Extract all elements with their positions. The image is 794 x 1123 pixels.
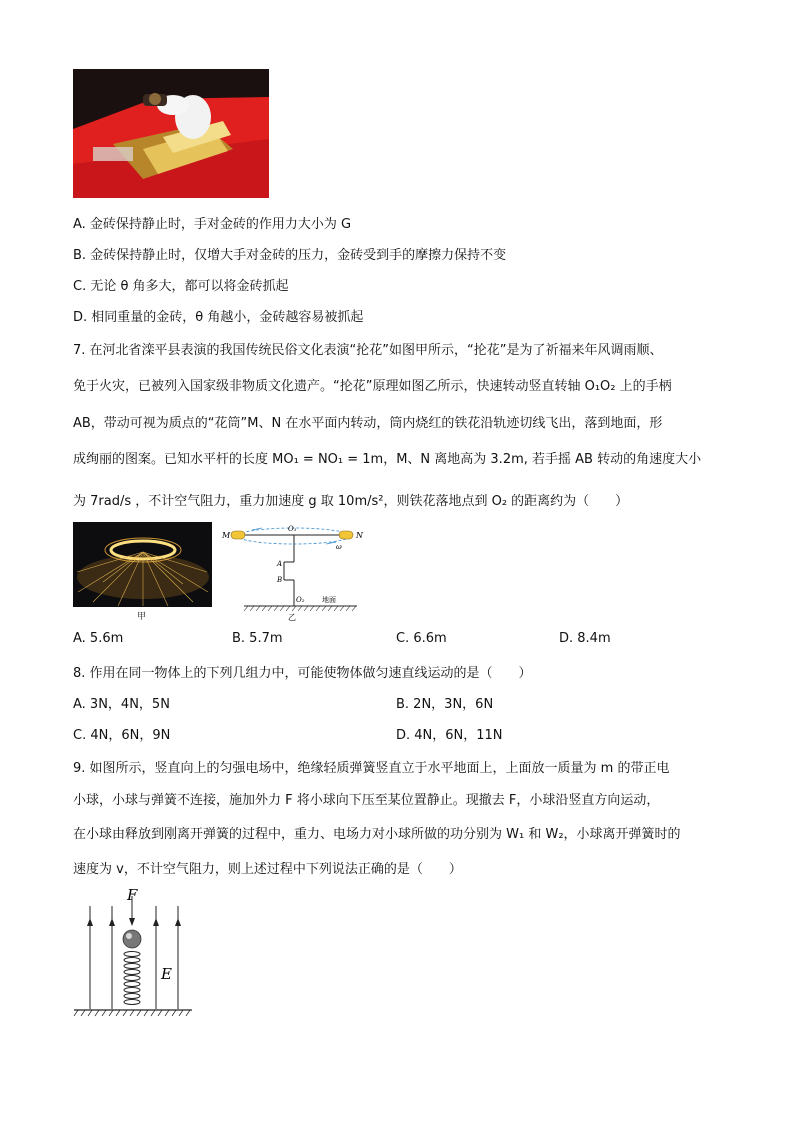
q7-stem-line5: 为 7rad/s ，不计空气阻力，重力加速度 g 取 10m/s²，则铁花落地点到 O₂ 的距离约为（ ） <box>73 494 629 509</box>
label-n: N <box>356 531 363 540</box>
fig-yi-label: 乙 <box>288 613 296 622</box>
q7-option-a: A. 5.6m <box>73 631 124 646</box>
label-ground: 地面 <box>322 596 336 604</box>
lunhua-photo <box>73 522 212 607</box>
q6-option-d: D. 相同重量的金砖，θ 角越小，金砖越容易被抓起 <box>73 310 364 325</box>
label-b: B <box>277 576 283 584</box>
q7-stem-line3: AB，带动可视为质点的“花筒”M、N 在水平面内转动，筒内烧红的铁花沿轨迹切线飞出，落到地面，形 <box>73 416 663 431</box>
q9-stem-line1: 9. 如图所示，竖直向上的匀强电场中，绝缘轻质弹簧竖直立于水平地面上，上面放一质量为 m 的带正电 <box>73 761 670 776</box>
q9-stem-line4: 速度为 v，不计空气阻力，则上述过程中下列说法正确的是（ ） <box>73 862 462 877</box>
q7-stem-line1: 7. 在河北省滦平县表演的我国传统民俗文化表演“抡花”如图甲所示，“抡花”是为了祈福来年风调雨顺、 <box>73 343 663 358</box>
label-m: M <box>222 531 231 540</box>
q7-option-c: C. 6.6m <box>396 631 447 646</box>
q7-stem-line2: 免于火灾，已被列入国家级非物质文化遗产。“抡花”原理如图乙所示，快速转动竖直转轴 O₁O₂ 上的手柄 <box>73 379 672 394</box>
gold-brick-photo <box>73 69 269 198</box>
lunhua-diagram <box>222 522 372 622</box>
spring-field-diagram <box>72 884 194 1020</box>
q7-option-b: B. 5.7m <box>232 631 283 646</box>
q8-option-c: C. 4N，6N，9N <box>73 728 171 743</box>
q6-option-a: A. 金砖保持静止时，手对金砖的作用力大小为 G <box>73 217 352 232</box>
label-e: E <box>161 965 172 983</box>
q7-stem-line4: 成绚丽的图案。已知水平杆的长度 MO₁ = NO₁ = 1m，M、N 离地高为 3.2m, 若手摇 AB 转动的角速度大小 <box>73 452 702 467</box>
q8-option-d: D. 4N，6N，11N <box>396 728 503 743</box>
fig-jia-label: 甲 <box>137 612 147 622</box>
q8-option-b: B. 2N，3N，6N <box>396 697 494 712</box>
q7-option-d: D. 8.4m <box>559 631 611 646</box>
q9-stem-line3: 在小球由释放到刚离开弹簧的过程中，重力、电场力对小球所做的功分别为 W₁ 和 W₂，小球离开弹簧时的 <box>73 827 681 842</box>
q6-option-b: B. 金砖保持静止时，仅增大手对金砖的压力，金砖受到手的摩擦力保持不变 <box>73 248 507 263</box>
label-omega: ω <box>336 543 342 551</box>
label-o1: O₁ <box>288 525 297 533</box>
q6-option-c: C. 无论 θ 角多大，都可以将金砖抓起 <box>73 279 289 294</box>
q8-option-a: A. 3N，4N，5N <box>73 697 170 712</box>
label-a: A <box>277 560 283 568</box>
label-f: F <box>127 886 138 904</box>
q8-stem: 8. 作用在同一物体上的下列几组力中，可能使物体做匀速直线运动的是（ ） <box>73 666 532 681</box>
label-o2: O₂ <box>296 596 305 604</box>
q9-stem-line2: 小球，小球与弹簧不连接，施加外力 F 将小球向下压至某位置静止。现撤去 F，小球沿竖直方向运动， <box>73 793 660 808</box>
